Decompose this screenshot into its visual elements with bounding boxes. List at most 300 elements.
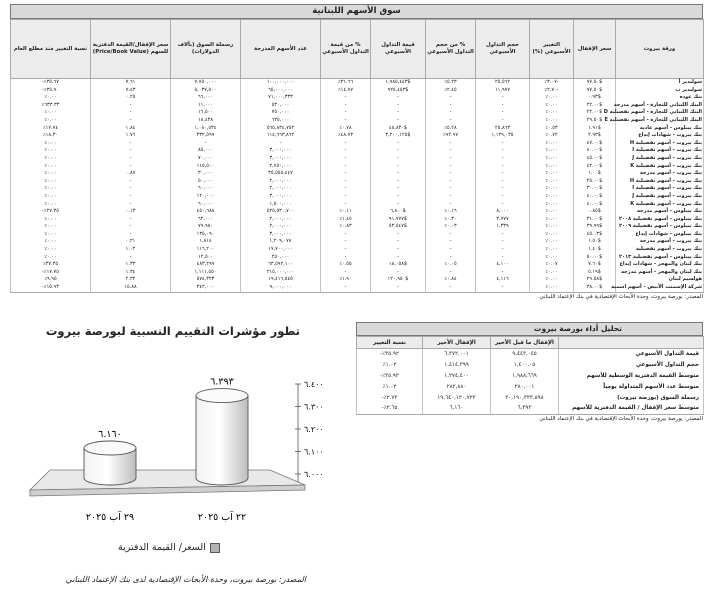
table-cell: - [321, 109, 371, 117]
column-header: حجم التداول الأسبوعي [476, 20, 530, 79]
table-cell: - [426, 109, 476, 117]
table-cell: - [476, 284, 530, 292]
table-cell: ٤,١٠٠ [476, 261, 530, 269]
table-cell: ٣٥.٩٢٪- [357, 349, 423, 360]
table-cell: ٠.١٦٪ [426, 208, 476, 216]
table-cell: $١.٤٠ [574, 246, 616, 254]
table-cell: ١٢٠,٠٠٠ [171, 193, 241, 201]
table-cell: $٠.٩٣ [574, 94, 616, 102]
table-cell: ١,١١١,٥٥٠ [171, 269, 241, 277]
market-analysis-table [356, 336, 704, 415]
table-cell: ٠.٠٠٪ [530, 246, 574, 254]
table-cell: - [321, 246, 371, 254]
row-label: هولسيم لبنان [616, 276, 704, 284]
table-cell: $٤٥.٠٠ [574, 155, 616, 163]
stock-row [11, 261, 704, 269]
table-cell: ٠.٠٠٪ [11, 94, 91, 102]
table-cell: ١٦,٥٠٠ [171, 109, 241, 117]
table-cell: ١,٥٠٠,٠٠٠ [241, 201, 321, 209]
legend-label: السعر/ القيمة الدفترية [118, 542, 206, 553]
table-cell: ١.٤٥٪ [321, 216, 371, 224]
table-cell: ٣,٠٠٠,٠٠٠ [241, 193, 321, 201]
table-cell: -٢.٧٠٪ [530, 87, 574, 95]
table-cell: ٤,١١٦ [476, 276, 530, 284]
table-cell: ٠.٠٠٪ [530, 94, 574, 102]
bar [196, 396, 248, 485]
table-cell: - [91, 155, 171, 163]
table-cell: - [371, 163, 426, 171]
table-cell: ٠.٠٣٪ [426, 223, 476, 231]
table-cell: - [476, 147, 530, 155]
row-label: بنك بيروت - أسهم تفضيلية K [616, 163, 704, 171]
stock-row [11, 254, 704, 262]
table-cell: - [321, 147, 371, 155]
table-cell: ٢٨٠,٠٠١ [491, 381, 559, 392]
table-cell: ٦٣٣.٣٣٪ [11, 102, 91, 110]
table-cell: ٠.٠٠٪ [11, 254, 91, 262]
table-cell: ٠.٧٢٪ [530, 132, 574, 140]
table-cell: $٤٧.٠٠ [574, 140, 616, 148]
table-cell: ١.٧٦ [91, 132, 171, 140]
table-cell: ١٧.٧٥٪- [11, 269, 91, 277]
table-cell: ٧١,٠٠٠,٣٣٣ [241, 94, 321, 102]
table-cell: ٤٥٠,٦٨٨ [171, 208, 241, 216]
table-cell: ٠.٠٠٪ [530, 109, 574, 117]
y-tick-label: ٦.٣٠٠ [304, 402, 324, 412]
chart-title: تطور مؤشرات التقييم النسبية لبورصة بيروت [45, 324, 300, 338]
table-cell: ٠.٠٠٪ [530, 117, 574, 125]
chart-legend [118, 542, 220, 553]
table-cell: ٠.٠٠٪ [11, 178, 91, 186]
stock-row [11, 132, 704, 140]
y-tick-label: ٦.١٠٠ [304, 447, 324, 457]
table-cell: $٣٨.٠٠ [574, 284, 616, 292]
table-cell: $٤٠.٠٠ [574, 193, 616, 201]
table-cell: ٧٠,٠٠٠ [171, 155, 241, 163]
table-cell: - [426, 185, 476, 193]
table-cell: ١١٤,٦٦٣,٨٦٢ [241, 132, 321, 140]
table-cell: ٠.٠٠٪ [530, 155, 574, 163]
table-cell: - [426, 193, 476, 201]
table-cell: ٠.٠٠٪ [11, 163, 91, 171]
table-cell: $٢٢.٠٠ [574, 109, 616, 117]
table-cell: - [91, 147, 171, 155]
table-cell: ٣,٧٧٧ [476, 216, 530, 224]
table-cell: ٦٢٥,٠٠٠ [241, 117, 321, 125]
table-cell: ٠.٠٠٪ [530, 269, 574, 277]
table-cell: - [371, 102, 426, 110]
table-cell: - [476, 178, 530, 186]
stock-row [11, 185, 704, 193]
row-label: البنك اللبناني للتجارة - أسهم تفضيلية E [604, 116, 702, 123]
row-label: بنك بيبلوس - أسهم تفضيلية ٢٠١٣ [616, 254, 704, 262]
table-cell: - [91, 163, 171, 171]
table-cell: - [321, 185, 371, 193]
table-cell: - [476, 109, 530, 117]
table-cell: $١٨,٠٥٨ [371, 261, 426, 269]
analysis-table-header-row [357, 337, 704, 349]
table-cell: ٢,٠٠٠,٠٠٠ [241, 223, 321, 231]
table-cell: ٧٩,٩٨٠ [171, 223, 241, 231]
stock-row [11, 238, 704, 246]
table-cell: ٣٣٢,٥٩٩ [171, 132, 241, 140]
table-cell: - [426, 254, 476, 262]
bar-top [84, 441, 136, 455]
row-label: بنك عوده [616, 94, 704, 102]
table-cell: - [371, 178, 426, 186]
row-label: رسملة السوق (بورصة بيروت) [559, 392, 704, 403]
table-cell: ٦٣,٥٩٢,١٠٠ [241, 261, 321, 269]
analysis-row [357, 403, 704, 414]
stock-market-table-section [10, 4, 703, 300]
table-cell: ٥٦٥,٨٣٤,٧٥٢ [241, 125, 321, 133]
bar-value-label: ٦.١٦٠ [98, 429, 122, 440]
table-cell: ١٤.٧٧٪ [321, 87, 371, 95]
table-cell: ٠.٠٠٪ [530, 193, 574, 201]
table-cell: ٢.٣٢ [91, 276, 171, 284]
table-cell: - [426, 147, 476, 155]
table-cell: $٩١,٧٧٧ [371, 216, 426, 224]
column-header: سعر الإقفال/القيمة الدفترية للسهم (Price/Book Value) [91, 20, 171, 79]
table-cell: ٣٥,٥٥٥,٤٤٧ [241, 170, 321, 178]
table-cell: ١٧,٧٠٠,٠٠٠ [241, 246, 321, 254]
table-cell: ٣٥.٩٠٪- [11, 87, 91, 95]
table-cell: ٠.٠٠٪ [11, 223, 91, 231]
table-cell: ١٧.٧٤٪ [11, 125, 91, 133]
row-label: بنك بيروت - أسهم تفضيلية K [616, 201, 704, 209]
table-cell: ٠.٠٠٪ [530, 170, 574, 178]
table-cell: ٠.٠٠٪ [11, 109, 91, 117]
table-cell: $٢٢.٠٠ [574, 102, 616, 110]
table-cell: - [91, 254, 171, 262]
column-header: الإقفال الأخير [423, 337, 491, 349]
table-cell: - [476, 140, 530, 148]
table-cell: - [371, 94, 426, 102]
table-cell: $٤٨,٨٣٠ [371, 125, 426, 133]
table-cell: - [91, 109, 171, 117]
table-cell: ٣٧.٣٥٪ [11, 261, 91, 269]
table-cell: - [321, 163, 371, 171]
table-cell: - [476, 102, 530, 110]
table-cell: - [91, 140, 171, 148]
table-cell: ٣,٠٠٠,٠٠٠ [241, 231, 321, 239]
table-cell: $٧.٦٠ [574, 261, 616, 269]
stock-row [11, 246, 704, 254]
table-cell: ٠.٠٠٪ [530, 254, 574, 262]
table-cell: - [91, 231, 171, 239]
table-cell: ١٩,٤١٦,٥٤٥ [241, 276, 321, 284]
table-cell: - [371, 155, 426, 163]
table-cell: ٠.٥٥٪ [321, 261, 371, 269]
stock-market-table [10, 19, 704, 293]
table-cell: - [321, 254, 371, 262]
table-cell: ٠.٠٧٪ [530, 261, 574, 269]
table-cell: ٩.٩٥٪ [11, 276, 91, 284]
table-cell: - [476, 193, 530, 201]
table-cell: ٦,٣٩٣ [491, 403, 559, 414]
table-cell: ١٨,٤٣٨ [171, 117, 241, 125]
table-cell: - [426, 269, 476, 277]
row-label: بنك لبنان والمهجر - أسهم مدرجة [616, 269, 704, 277]
table-cell: ٠.٠٠٪ [530, 231, 574, 239]
table-cell: ٥٣٠,٠٠٠ [241, 102, 321, 110]
table-cell: ٠.٣٠٪ [426, 216, 476, 224]
table-cell: - [371, 193, 426, 201]
y-tick-label: ٦.٤٠٠ [304, 380, 324, 389]
table-cell: ٠.٠٠٪ [11, 193, 91, 201]
table-cell: - [371, 170, 426, 178]
row-label: بنك بيبلوس - أسهم تفضيلية ٢٠٠٩ [616, 223, 704, 231]
table-cell: - [321, 238, 371, 246]
table-cell: ٣٥.٦٧٪- [11, 79, 91, 87]
row-label: بنك بيروت - أسهم تفضيلية I [616, 185, 704, 193]
table-cell: - [371, 109, 426, 117]
table-cell: ٠.١١٪ [321, 208, 371, 216]
table-cell: $٣,٢٠٠,١٢٥ [371, 132, 426, 140]
table-cell: $٧٧.٥٠ [574, 87, 616, 95]
row-label: بنك بيروت - أسهم مدرجة [616, 170, 704, 178]
table-cell: - [321, 178, 371, 186]
table-cell: - [476, 94, 530, 102]
table-cell: ٧٥٠,٠٠٠ [241, 109, 321, 117]
table-cell: - [321, 231, 371, 239]
table-cell: - [426, 201, 476, 209]
table-cell: ٥٢٥,٥٣٠,٧٠٠ [241, 208, 321, 216]
stock-row [11, 178, 704, 186]
table-cell: ٦٥,٠٠٠,٠٠٠ [241, 87, 321, 95]
table-cell: - [321, 102, 371, 110]
table-cell: ١١٦,٢٠٠ [171, 246, 241, 254]
table-cell: - [426, 170, 476, 178]
row-label: متوسط القيمة الدفترية الوسطية للأسهم [559, 371, 704, 382]
table-cell: ٨٥,٠٠٠ [171, 147, 241, 155]
table-cell: - [426, 117, 476, 125]
table-cell: ٠.٠٠٪ [11, 155, 91, 163]
stock-row [11, 276, 704, 284]
table-cell: $١,٩٨٥,٤٤٣ [371, 79, 426, 87]
table-cell: ١.٣٤ [91, 269, 171, 277]
row-label: بنك بيبلوس - شهادات إيداع [616, 231, 704, 239]
table-cell: $٥٠.٠٠ [574, 254, 616, 262]
table-cell: $٤٠.٠٠ [574, 201, 616, 209]
table-cell: ١.٣٣ [91, 261, 171, 269]
table-cell: ٠.٠٠٪ [530, 140, 574, 148]
table-cell: ١,٩٨٨,٦٦٩ [491, 371, 559, 382]
table-cell: ٠.٠٠٪ [11, 117, 91, 125]
table-cell: - [91, 193, 171, 201]
legend-swatch [210, 543, 220, 553]
table-cell: - [371, 147, 426, 155]
table-cell: - [476, 163, 530, 171]
table-cell: - [426, 238, 476, 246]
table-cell: $٢.٩٣ [574, 132, 616, 140]
table-cell: ٠.٠٠٪ [530, 185, 574, 193]
table-cell: ٥.٢٣٪ [426, 79, 476, 87]
table-cell: ٤٨.٧٣٪ [321, 132, 371, 140]
main-table-header-row [11, 20, 704, 79]
table-cell: $٢٩.٥٠ [574, 117, 616, 125]
table-cell: - [91, 178, 171, 186]
analysis-row [357, 381, 704, 392]
table-cell: - [371, 238, 426, 246]
analysis-row [357, 392, 704, 403]
column-header: ورقة بيروت [616, 20, 704, 79]
table-cell: - [476, 155, 530, 163]
table-cell: $٠.٨٥ [574, 208, 616, 216]
table-cell: - [371, 284, 426, 292]
table-cell: - [321, 193, 371, 201]
table-cell: ٠.٠٠٪ [530, 284, 574, 292]
table-cell: ٠.٠٠٪ [11, 231, 91, 239]
stock-row [11, 140, 704, 148]
table-cell: $٤٢.٠٠ [574, 163, 616, 171]
table-cell: ١٩,٦٤٠,١٢٠,٧٢٢ [423, 392, 491, 403]
table-cell: ٣١.٦٦٪ [321, 79, 371, 87]
table-cell: ٥٠,٠٠٠ [171, 178, 241, 186]
column-header: سعر الإقفال [574, 20, 616, 79]
table-cell: - [241, 140, 321, 148]
table-cell: - [371, 185, 426, 193]
table-cell: ٢,٠٠٠,٠٠٠ [241, 216, 321, 224]
stock-row [11, 284, 704, 292]
table-cell: - [321, 155, 371, 163]
table-cell: $٣١.٠٠ [574, 216, 616, 224]
analysis-row [357, 360, 704, 371]
table-cell: -٣.٠٧٪ [530, 79, 574, 87]
stock-row [11, 170, 704, 178]
row-label: حجم التداول الأسبوعي [559, 360, 704, 371]
table-cell: $٣٠.٠٠ [574, 185, 616, 193]
table-cell: - [476, 201, 530, 209]
table-cell: ٣٤٢,٠٠٠ [171, 284, 241, 292]
table-cell: - [426, 284, 476, 292]
table-cell: ٥,٠٣٧,٥٠٠ [171, 87, 241, 95]
table-cell: ٢٥,٨٦٣ [476, 125, 530, 133]
row-label: سوليدير أ [616, 79, 704, 87]
table-cell: ٠.٠٠٪ [530, 147, 574, 155]
table-cell: ١٥.٩٣٪- [11, 284, 91, 292]
table-cell: ١.٩٠٪ [321, 276, 371, 284]
table-cell: ٥٧٤,٣٢٣ [171, 276, 241, 284]
valuation-chart [20, 350, 324, 540]
row-label: سوليدير ب [616, 87, 704, 95]
table-cell: ٢٠,١٩٠,٣٣٣,٥٩٨ [491, 392, 559, 403]
row-label: بنك بيروت - شهادات إيداع [616, 132, 704, 140]
table-cell: - [91, 117, 171, 125]
table-cell: - [371, 246, 426, 254]
table-cell: - [371, 117, 426, 125]
row-label: بنك بيروت - أسهم تفضيلية H [616, 178, 704, 186]
table-cell: $١٢٠,٩٥٠ [371, 276, 426, 284]
table-cell: ٢٧.٣٥٪- [11, 208, 91, 216]
table-cell: - [371, 140, 426, 148]
table-cell: - [426, 155, 476, 163]
table-cell: - [371, 231, 426, 239]
analysis-table-title: تحليل أداء بورصة بيروت [356, 322, 703, 336]
table-cell: ٠.٢١ [91, 238, 171, 246]
x-category-label: ٢٢ آب ٢٠٢٥ [197, 512, 247, 523]
table-cell: ١١,٠٠٠ [171, 102, 241, 110]
stock-row [11, 79, 704, 87]
table-cell: $٣٩.٩٩ [574, 223, 616, 231]
table-cell: ٣,٠٠٠,٠٠٠ [241, 155, 321, 163]
table-cell: ١,٨١٤ [171, 238, 241, 246]
stock-row [11, 163, 704, 171]
table-cell: - [426, 246, 476, 254]
stock-row [11, 87, 704, 95]
row-label: بنك بيبلوس - أسهم مدرجة [616, 208, 704, 216]
table-cell: - [321, 284, 371, 292]
stock-row [11, 193, 704, 201]
main-table-title: سوق الأسهم اللبنانية [10, 4, 703, 19]
table-cell: $٦,٨٠٠ [371, 208, 426, 216]
table-cell: ١,٢٧٤,٤٠٠ [423, 371, 491, 382]
table-cell: $١.٥٠ [574, 238, 616, 246]
table-cell: $١.٩١ [574, 125, 616, 133]
table-cell: - [426, 140, 476, 148]
table-cell: ١,٤١٤,٣٩٩ [423, 360, 491, 371]
row-label: بنك بيروت - أسهم تفضيلية [616, 246, 704, 254]
table-cell: ٩,٤٤٣,٠٤٥ [491, 349, 559, 360]
table-cell: ٠.٨٤٪ [426, 276, 476, 284]
table-cell: ١٠٠,٠٠٠,٠٠٠ [241, 79, 321, 87]
table-cell: ٣٠,٠٠٠ [171, 170, 241, 178]
table-cell: ٠.٠٠٪ [530, 276, 574, 284]
table-cell: - [91, 216, 171, 224]
row-label: البنك اللبناني للتجارة - أسهم مدرجة [613, 101, 702, 108]
table-cell: ٦٢,٠٠٠ [171, 216, 241, 224]
stock-row [11, 125, 704, 133]
y-tick-label: ٦.٢٠٠ [304, 425, 324, 434]
table-cell: ١,٤٠٠,٠٥ [491, 360, 559, 371]
stock-row [11, 201, 704, 209]
table-cell: ١٣٥,٠٩٠ [171, 231, 241, 239]
table-cell: ٠.٨٧ [91, 170, 171, 178]
table-cell: ١٨.٣٠٪ [11, 132, 91, 140]
row-label: قيمة التداول الأسبوعي [559, 349, 704, 360]
row-label: بنك بيروت - أسهم تفضيلية H [616, 140, 704, 148]
table-cell: ٢,٠٠٠,٠٠٠ [241, 178, 321, 186]
main-table-source: المصدر: بورصة بيروت، وحدة الأبحاث الإقتصادية في بنك الإعتماد اللبناني [539, 293, 703, 300]
table-cell: ٠.٠٥٪ [426, 261, 476, 269]
table-cell: - [426, 231, 476, 239]
table-cell: ٠.٠٠٪ [11, 201, 91, 209]
table-cell: ٧,٧٥٠,٠٠٠ [171, 79, 241, 87]
table-cell: ٠.٧٨٪ [321, 125, 371, 133]
table-cell: $٥٣,٥٤٧ [371, 223, 426, 231]
row-label: بنك بيبلوس - أسهم عادية [616, 125, 704, 133]
table-cell: ٢,٧٥٠,٠٠٠ [241, 163, 321, 171]
table-cell: - [321, 201, 371, 209]
table-cell: ١٥.٨٨ [91, 284, 171, 292]
table-cell: ٠.٠٠٪ [530, 223, 574, 231]
stock-row [11, 94, 704, 102]
row-label: بنك بيروت - أسهم تفضيلية J [616, 155, 704, 163]
table-cell: - [426, 94, 476, 102]
table-cell: ٢٥,٥٦٢ [476, 79, 530, 87]
table-cell: ٩٢.٩٧٪ [426, 132, 476, 140]
row-label: متوسط عدد الأسهم المتداولة يومياً [559, 381, 704, 392]
table-cell: $٤٠.٠٠ [574, 147, 616, 155]
table-cell: ٠.٠٠٪ [11, 216, 91, 224]
table-cell: - [476, 254, 530, 262]
table-cell: ١.٠٢٪ [357, 360, 423, 371]
column-header: % من حجم التداول الأسبوعي [426, 20, 476, 79]
table-cell: ١,٢٠٩,٠٧٨ [241, 238, 321, 246]
table-cell: ٩,٠٠٠,٠٠٠ [241, 284, 321, 292]
table-cell: ٠.٠٠٪ [11, 185, 91, 193]
market-analysis-section [356, 322, 703, 422]
